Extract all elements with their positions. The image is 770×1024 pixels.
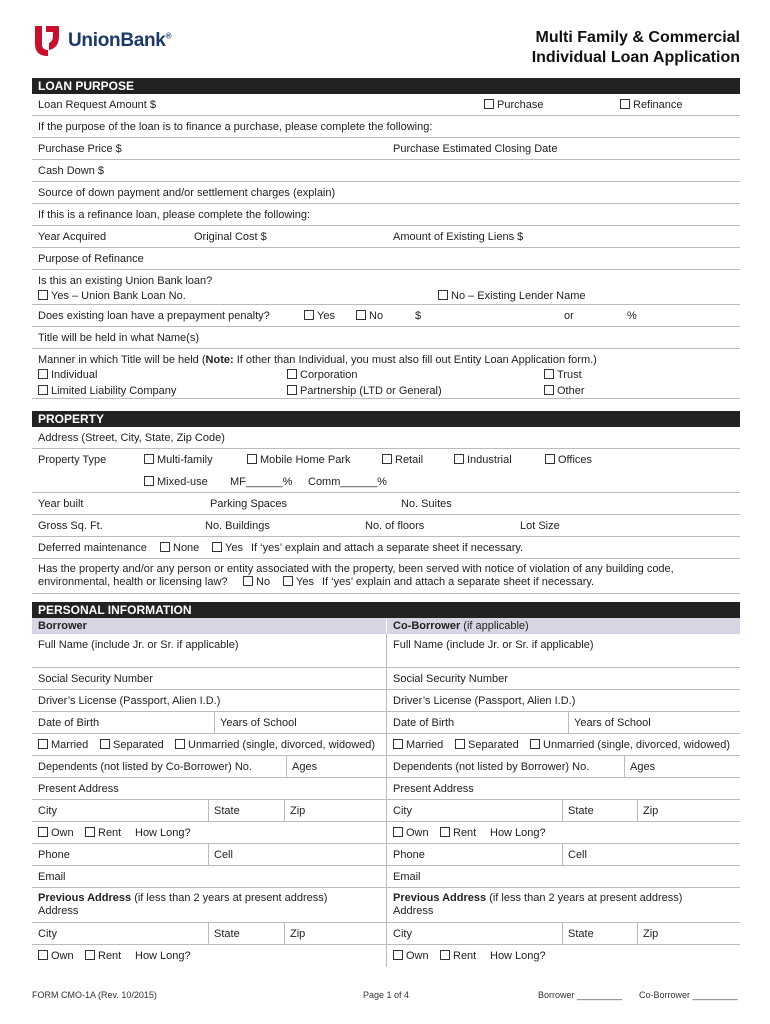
property-address-row — [32, 427, 740, 449]
coborrower-phone-label: Phone — [393, 849, 425, 861]
coborrower-how-long-label: How Long? — [490, 827, 546, 839]
year-acquired-row — [32, 226, 740, 248]
deferred-maintenance-row — [32, 537, 740, 559]
purchase-price-row — [32, 138, 740, 160]
corporation-checkbox[interactable]: Corporation — [287, 369, 357, 381]
borrower-years-school-label: Years of School — [220, 717, 297, 729]
borrower-previous-address-label: Previous Address (if less than 2 years at present address) — [38, 892, 328, 904]
prepay-or-label: or — [564, 310, 574, 322]
violation-question-line2: environmental, health or licensing law? — [38, 576, 228, 588]
borrower-label: Borrower — [38, 620, 87, 632]
violation-row — [32, 559, 740, 594]
no-existing-lender-checkbox[interactable]: No – Existing Lender Name — [438, 290, 586, 302]
prepay-no-checkbox[interactable]: No — [356, 310, 383, 322]
property-type-row — [32, 449, 740, 471]
coborrower-dependents-label: Dependents (not listed by Borrower) No. — [393, 761, 590, 773]
dob-row — [32, 712, 740, 734]
borrower-email-label: Email — [38, 871, 66, 883]
deferred-none-checkbox[interactable]: None — [160, 542, 199, 554]
mixed-use-checkbox[interactable]: Mixed-use — [144, 476, 208, 488]
borrower-prev-how-long-label: How Long? — [135, 950, 191, 962]
form-title-line1: Multi Family & Commercial — [535, 29, 740, 46]
deferred-explain-text: If ‘yes’ explain and attach a separate sheet if necessary. — [251, 542, 524, 554]
borrower-ages-label: Ages — [292, 761, 318, 773]
multifamily-checkbox[interactable]: Multi-family — [144, 454, 213, 466]
borrower-zip-label: Zip — [290, 805, 306, 817]
borrower-initials[interactable]: Borrower _________ — [538, 990, 623, 1000]
prepay-dollar-label: $ — [415, 310, 422, 322]
parking-spaces-label: Parking Spaces — [210, 498, 288, 510]
loan-request-amount-label: Loan Request Amount $ — [38, 99, 157, 111]
year-built-label: Year built — [38, 498, 84, 510]
header — [32, 22, 740, 78]
borrower-separated-checkbox[interactable]: Separated — [100, 739, 164, 751]
coborrower-prev-address-field-label: Address — [393, 905, 434, 917]
year-acquired-label: Year Acquired — [38, 231, 107, 243]
coborrower-initials[interactable]: Co-Borrower _________ — [639, 990, 738, 1000]
marital-row — [32, 734, 740, 756]
coborrower-email-label: Email — [393, 871, 421, 883]
loan-purpose-header: LOAN PURPOSE — [32, 78, 740, 94]
source-down-label: Source of down payment and/or settlement charges (explain) — [38, 187, 336, 199]
deferred-maintenance-label: Deferred maintenance — [38, 542, 147, 554]
other-checkbox[interactable]: Other — [544, 385, 585, 397]
borrower-present-address-label: Present Address — [38, 783, 119, 795]
borrower-prev-rent-checkbox[interactable]: Rent — [85, 950, 121, 962]
no-buildings-label: No. Buildings — [205, 520, 270, 532]
offices-checkbox[interactable]: Offices — [545, 454, 592, 466]
deferred-yes-checkbox[interactable]: Yes — [212, 542, 243, 554]
prepay-row — [32, 305, 740, 327]
borrower-ssn-label: Social Security Number — [38, 673, 153, 685]
coborrower-dl-label: Driver’s License (Passport, Alien I.D.) — [393, 695, 576, 707]
coborrower-unmarried-checkbox[interactable]: Unmarried (single, divorced, widowed) — [530, 739, 730, 751]
individual-checkbox[interactable]: Individual — [38, 369, 97, 381]
llc-checkbox[interactable]: Limited Liability Company — [38, 385, 176, 397]
borrower-dependents-label: Dependents (not listed by Co-Borrower) No. — [38, 761, 252, 773]
coborrower-married-checkbox[interactable]: Married — [393, 739, 443, 751]
partnership-checkbox[interactable]: Partnership (LTD or General) — [287, 385, 442, 397]
violation-question-line1: Has the property and/or any person or entity associated with the property, been served with notice of violation of any building code, — [38, 563, 674, 575]
coborrower-full-name-label: Full Name (include Jr. or Sr. if applicable) — [393, 639, 594, 651]
borrower-column-header — [32, 618, 740, 634]
purchase-closing-date-label: Purchase Estimated Closing Date — [393, 143, 558, 155]
borrower-how-long-label: How Long? — [135, 827, 191, 839]
gross-sqft-label: Gross Sq. Ft. — [38, 520, 103, 532]
coborrower-state-label: State — [568, 805, 594, 817]
coborrower-separated-checkbox[interactable]: Separated — [455, 739, 519, 751]
property-address-label: Address (Street, City, State, Zip Code) — [38, 432, 225, 444]
borrower-prev-city-label: City — [38, 928, 57, 940]
retail-checkbox[interactable]: Retail — [382, 454, 423, 466]
cash-down-label: Cash Down $ — [38, 165, 105, 177]
coborrower-rent-checkbox[interactable]: Rent — [440, 827, 476, 839]
full-name-row — [32, 634, 740, 668]
union-bank-logo-mark-icon — [32, 24, 62, 58]
personal-info-header: PERSONAL INFORMATION — [32, 602, 740, 618]
manner-title-row — [32, 349, 740, 399]
existing-ub-loan-row — [32, 270, 740, 305]
mf-percent-field[interactable]: MF______% — [230, 476, 293, 488]
form-title — [532, 28, 740, 68]
borrower-unmarried-checkbox[interactable]: Unmarried (single, divorced, widowed) — [175, 739, 375, 751]
coborrower-zip-label: Zip — [643, 805, 659, 817]
prev-own-rent-row — [32, 945, 740, 967]
borrower-dob-label: Date of Birth — [38, 717, 100, 729]
manner-title-label: Manner in which Title will be held (Note: If other than Individual, you must also fill out Entity Loan Application form.) — [38, 354, 597, 366]
yes-ub-loan-checkbox[interactable]: Yes – Union Bank Loan No. — [38, 290, 186, 302]
trust-checkbox[interactable]: Trust — [544, 369, 582, 381]
coborrower-present-address-label: Present Address — [393, 783, 474, 795]
borrower-city-label: City — [38, 805, 57, 817]
violation-yes-checkbox[interactable]: Yes — [283, 576, 314, 588]
borrower-cell-label: Cell — [214, 849, 233, 861]
form-number: FORM CMO-1A (Rev. 10/2015) — [32, 990, 157, 1000]
borrower-full-name-label: Full Name (include Jr. or Sr. if applicable) — [38, 639, 239, 651]
source-down-row — [32, 182, 740, 204]
purchase-intro-text: If the purpose of the loan is to finance a purchase, please complete the following: — [38, 121, 433, 133]
coborrower-ssn-label: Social Security Number — [393, 673, 508, 685]
borrower-rent-checkbox[interactable]: Rent — [85, 827, 121, 839]
coborrower-prev-rent-checkbox[interactable]: Rent — [440, 950, 476, 962]
coborrower-cell-label: Cell — [568, 849, 587, 861]
property-type-label: Property Type — [38, 454, 107, 466]
mobile-home-park-checkbox[interactable]: Mobile Home Park — [247, 454, 350, 466]
prepay-question: Does existing loan have a prepayment penalty? — [38, 310, 270, 322]
lot-size-label: Lot Size — [520, 520, 560, 532]
borrower-dl-label: Driver’s License (Passport, Alien I.D.) — [38, 695, 221, 707]
union-bank-logo — [32, 24, 171, 58]
mixed-use-row — [32, 471, 740, 493]
comm-percent-field[interactable]: Comm______% — [308, 476, 387, 488]
original-cost-label: Original Cost $ — [194, 231, 267, 243]
own-rent-row — [32, 822, 740, 844]
no-floors-label: No. of floors — [365, 520, 425, 532]
existing-liens-label: Amount of Existing Liens $ — [393, 231, 524, 243]
borrower-prev-state-label: State — [214, 928, 240, 940]
title-names-label: Title will be held in what Name(s) — [38, 332, 199, 344]
previous-address-row — [32, 888, 740, 923]
property-header: PROPERTY — [32, 411, 740, 427]
year-built-row — [32, 493, 740, 515]
refinance-intro-text: If this is a refinance loan, please complete the following: — [38, 209, 311, 221]
purchase-intro-row — [32, 116, 740, 138]
prev-city-row — [32, 923, 740, 945]
coborrower-city-label: City — [393, 805, 412, 817]
coborrower-prev-how-long-label: How Long? — [490, 950, 546, 962]
city-row — [32, 800, 740, 822]
loan-application-page — [32, 22, 740, 1012]
violation-explain-text: If ‘yes’ explain and attach a separate sheet if necessary. — [322, 576, 595, 588]
phone-row — [32, 844, 740, 866]
borrower-state-label: State — [214, 805, 240, 817]
borrower-phone-label: Phone — [38, 849, 70, 861]
coborrower-own-checkbox[interactable]: Own — [393, 827, 429, 839]
coborrower-prev-zip-label: Zip — [643, 928, 659, 940]
borrower-prev-address-field-label: Address — [38, 905, 79, 917]
present-address-row — [32, 778, 740, 800]
co-borrower-label: Co-Borrower (if applicable) — [393, 620, 529, 632]
borrower-prev-zip-label: Zip — [290, 928, 306, 940]
coborrower-previous-address-label: Previous Address (if less than 2 years at present address) — [393, 892, 683, 904]
coborrower-prev-own-checkbox[interactable]: Own — [393, 950, 429, 962]
prepay-yes-checkbox[interactable]: Yes — [304, 310, 335, 322]
coborrower-years-school-label: Years of School — [574, 717, 651, 729]
prepay-percent-label: % — [627, 310, 637, 322]
brand-name: UnionBank® — [68, 30, 172, 51]
borrower-prev-own-checkbox[interactable]: Own — [38, 950, 74, 962]
refinance-intro-row — [32, 204, 740, 226]
purpose-refinance-label: Purpose of Refinance — [38, 253, 144, 265]
cash-down-row — [32, 160, 740, 182]
purpose-refinance-row — [32, 248, 740, 270]
email-row — [32, 866, 740, 888]
no-suites-label: No. Suites — [401, 498, 452, 510]
existing-ub-loan-question: Is this an existing Union Bank loan? — [38, 275, 213, 287]
loan-request-row — [32, 94, 740, 116]
drivers-license-row — [32, 690, 740, 712]
gross-sqft-row — [32, 515, 740, 537]
footer — [32, 990, 740, 1004]
violation-no-checkbox[interactable]: No — [243, 576, 270, 588]
borrower-own-checkbox[interactable]: Own — [38, 827, 74, 839]
page-number: Page 1 of 4 — [363, 990, 410, 1000]
title-names-row — [32, 327, 740, 349]
coborrower-prev-state-label: State — [568, 928, 594, 940]
purchase-price-label: Purchase Price $ — [38, 143, 122, 155]
purchase-checkbox[interactable]: Purchase — [484, 99, 543, 111]
form-title-line2: Individual Loan Application — [531, 49, 740, 66]
dependents-row — [32, 756, 740, 778]
industrial-checkbox[interactable]: Industrial — [454, 454, 512, 466]
coborrower-ages-label: Ages — [630, 761, 656, 773]
refinance-checkbox[interactable]: Refinance — [620, 99, 683, 111]
borrower-married-checkbox[interactable]: Married — [38, 739, 88, 751]
coborrower-dob-label: Date of Birth — [393, 717, 455, 729]
ssn-row — [32, 668, 740, 690]
coborrower-prev-city-label: City — [393, 928, 412, 940]
